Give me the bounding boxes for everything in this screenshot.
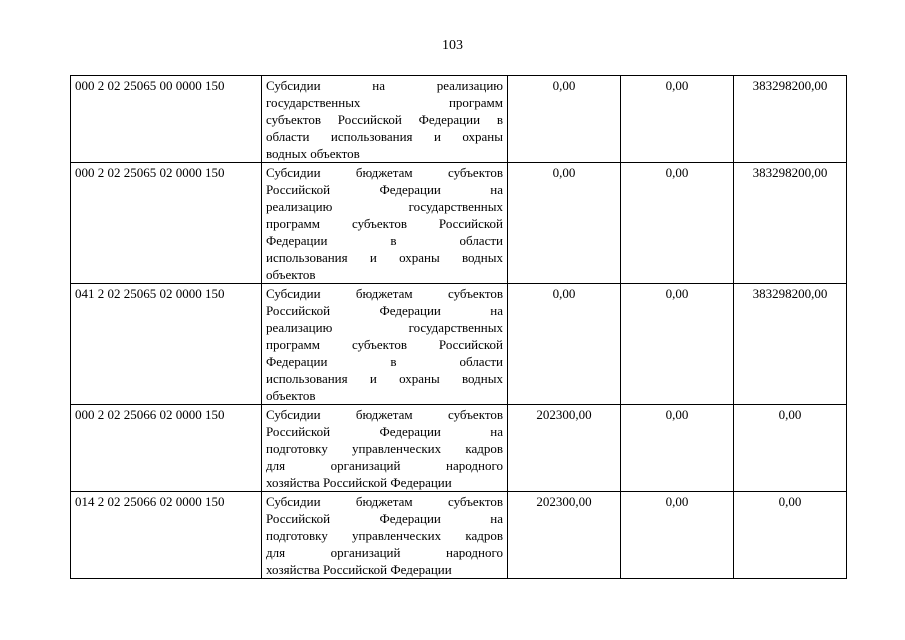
description-line: программ субъектов Российской xyxy=(266,337,503,352)
amount-cell-1: 202300,00 xyxy=(508,405,621,492)
description-line: хозяйства Российской Федерации xyxy=(266,475,452,490)
amount-cell-1: 0,00 xyxy=(508,284,621,405)
description-line: водных объектов xyxy=(266,146,360,161)
description-line: объектов xyxy=(266,267,316,282)
description-line: Субсидии бюджетам субъектов xyxy=(266,407,503,422)
description-cell xyxy=(262,163,508,284)
amount-cell-1: 202300,00 xyxy=(508,492,621,579)
amount-cell-3: 383298200,00 xyxy=(734,76,847,163)
budget-table xyxy=(70,75,847,579)
description-line: Российской Федерации на xyxy=(266,303,503,318)
amount-cell-1: 0,00 xyxy=(508,76,621,163)
description-line: Федерации в области xyxy=(266,354,503,369)
description-cell xyxy=(262,492,508,579)
amount-cell-1: 0,00 xyxy=(508,163,621,284)
description-line: Субсидии бюджетам субъектов xyxy=(266,494,503,509)
description-line: Российской Федерации на xyxy=(266,424,503,439)
description-cell xyxy=(262,405,508,492)
description-cell xyxy=(262,76,508,163)
table-row xyxy=(71,405,847,492)
description-cell xyxy=(262,284,508,405)
amount-cell-2: 0,00 xyxy=(621,284,734,405)
description-line: Субсидии на реализацию xyxy=(266,78,503,93)
description-line: Субсидии бюджетам субъектов xyxy=(266,165,503,180)
description-line: области использования и охраны xyxy=(266,129,503,144)
table-row xyxy=(71,76,847,163)
budget-code-cell: 000 2 02 25065 02 0000 150 xyxy=(71,163,262,284)
amount-cell-3: 0,00 xyxy=(734,405,847,492)
description-line: хозяйства Российской Федерации xyxy=(266,562,452,577)
description-line: использования и охраны водных xyxy=(266,371,503,386)
amount-cell-2: 0,00 xyxy=(621,405,734,492)
budget-code-cell: 041 2 02 25065 02 0000 150 xyxy=(71,284,262,405)
description-line: Российской Федерации на xyxy=(266,511,503,526)
amount-cell-3: 383298200,00 xyxy=(734,284,847,405)
description-line: подготовку управленческих кадров xyxy=(266,528,503,543)
table-row xyxy=(71,163,847,284)
description-line: субъектов Российской Федерации в xyxy=(266,112,503,127)
table-body xyxy=(71,76,847,579)
description-line: использования и охраны водных xyxy=(266,250,503,265)
description-line: подготовку управленческих кадров xyxy=(266,441,503,456)
amount-cell-2: 0,00 xyxy=(621,76,734,163)
description-line: объектов xyxy=(266,388,316,403)
description-line: Российской Федерации на xyxy=(266,182,503,197)
table-row xyxy=(71,284,847,405)
description-line: Субсидии бюджетам субъектов xyxy=(266,286,503,301)
description-line: реализацию государственных xyxy=(266,320,503,335)
budget-code-cell: 000 2 02 25065 00 0000 150 xyxy=(71,76,262,163)
budget-code-cell: 014 2 02 25066 02 0000 150 xyxy=(71,492,262,579)
amount-cell-3: 383298200,00 xyxy=(734,163,847,284)
description-line: Федерации в области xyxy=(266,233,503,248)
description-line: для организаций народного xyxy=(266,545,503,560)
table-row xyxy=(71,492,847,579)
description-line: реализацию государственных xyxy=(266,199,503,214)
description-line: программ субъектов Российской xyxy=(266,216,503,231)
amount-cell-2: 0,00 xyxy=(621,492,734,579)
description-line: для организаций народного xyxy=(266,458,503,473)
page-number: 103 xyxy=(442,38,463,53)
amount-cell-3: 0,00 xyxy=(734,492,847,579)
amount-cell-2: 0,00 xyxy=(621,163,734,284)
budget-code-cell: 000 2 02 25066 02 0000 150 xyxy=(71,405,262,492)
description-line: государственных программ xyxy=(266,95,503,110)
